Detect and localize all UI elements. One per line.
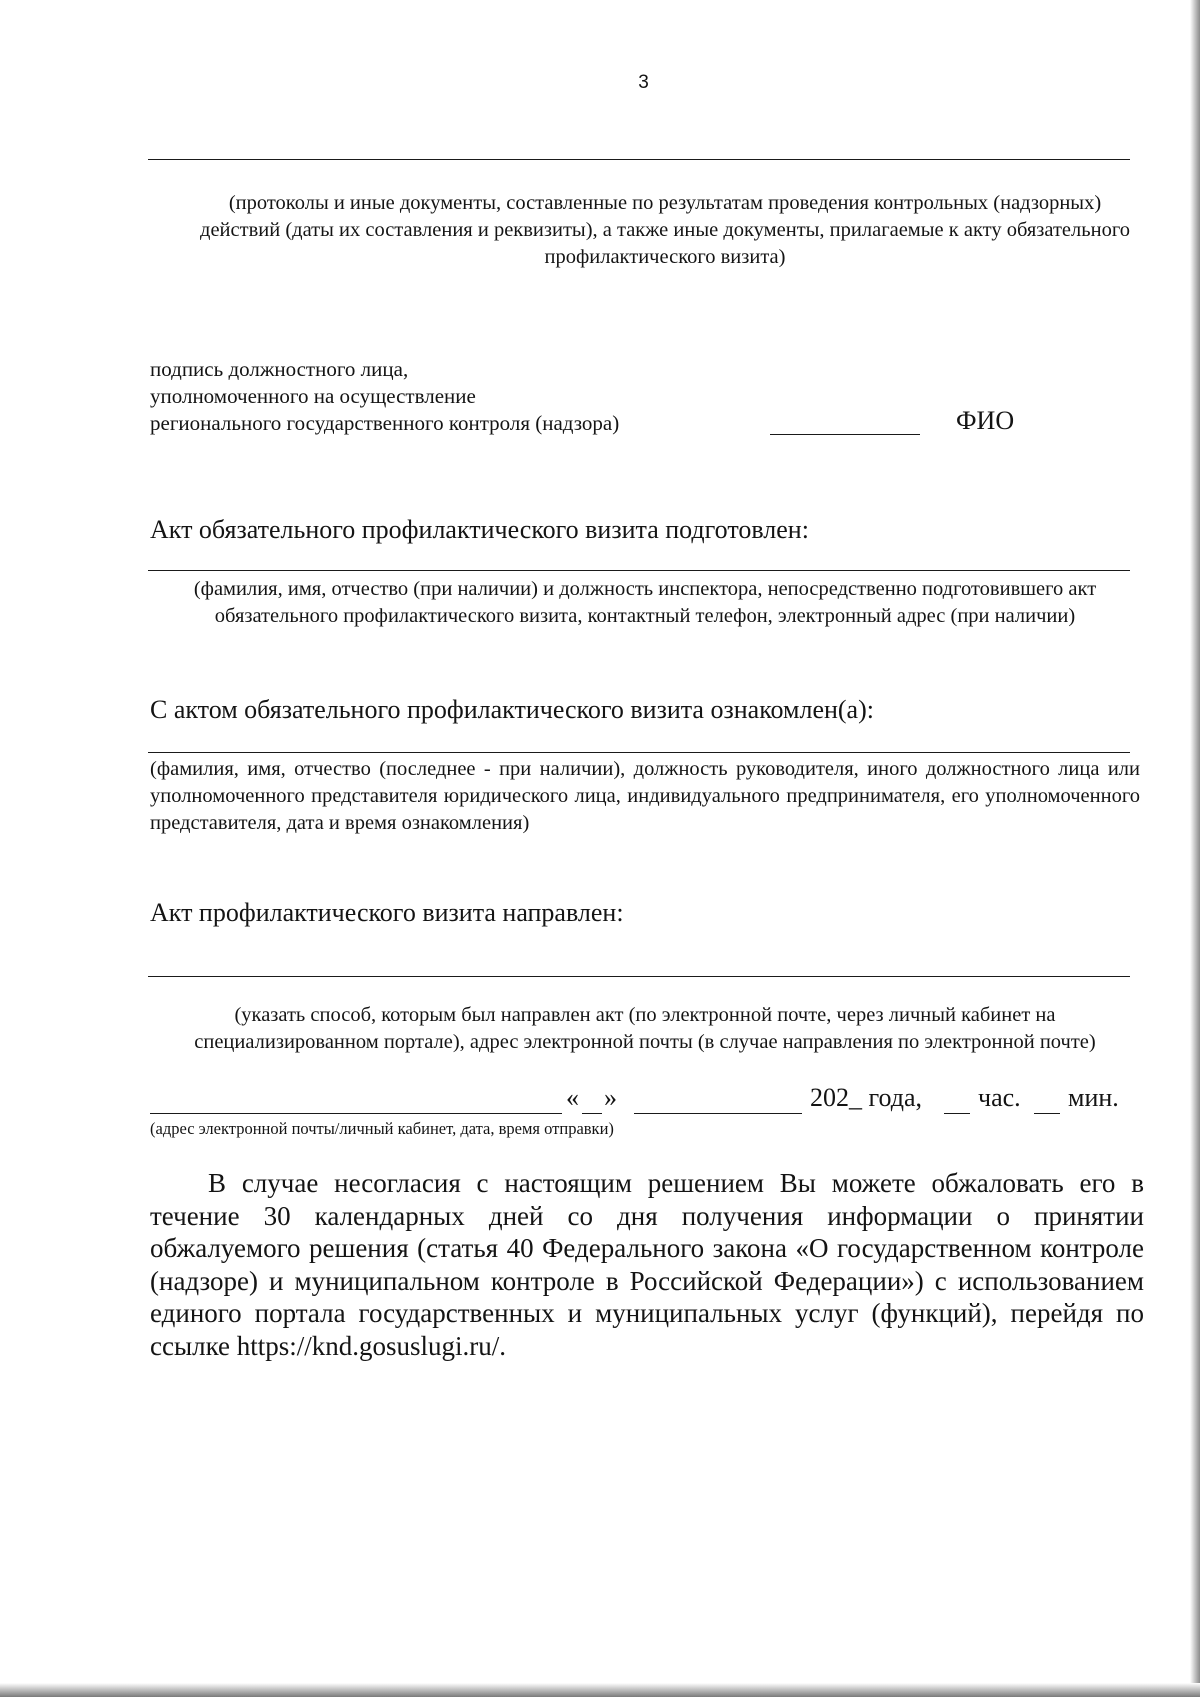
page-number: 3 [638, 72, 649, 93]
sent-heading: Акт профилактического визита направлен: [150, 898, 624, 927]
acquainted-fill-line [148, 752, 1130, 753]
day-fill-line [582, 1113, 602, 1114]
appeal-paragraph: В случае несогласия с настоящим решением Вы можете обжаловать его в течение 30 календарных дней со дня получения информации о принятии обжалуемого решения (статья 40 Федерального закона «О государственном контроле (надзоре) и муниципальном контроле в Российской Федерации») с использованием единого портала государственных и муниципальных услуг (функций), перейдя по ссылке https://knd.gosuslugi.ru/. [150, 1168, 1144, 1361]
signature-label-line-3: регионального государственного контроля (надзора) [150, 411, 620, 435]
send-caption: (адрес электронной почты/личный кабинет, дата, время отправки) [150, 1119, 614, 1138]
sent-note: (указать способ, которым был направлен акт (по электронной почте, через личный кабинет на специализированном портале), адрес электронной почты (в случае направления по электронной почте) [194, 1004, 1096, 1053]
year-text: 202_ года, [810, 1083, 923, 1112]
acquainted-heading: С актом обязательного профилактического визита ознакомлен(а): [150, 695, 874, 724]
prepared-heading: Акт обязательного профилактического визита подготовлен: [150, 515, 809, 544]
prepared-fill-line [148, 570, 1130, 571]
minute-text: мин. [1068, 1083, 1119, 1112]
fio-placeholder: ФИО [956, 406, 1015, 435]
signature-label [150, 356, 619, 437]
address-fill-line [150, 1113, 562, 1114]
sent-fill-line [148, 976, 1130, 977]
hour-text: час. [978, 1083, 1021, 1112]
open-quote: « [566, 1083, 579, 1112]
signature-label-line-2: уполномоченного на осуществление [150, 384, 476, 408]
hour-fill-line [944, 1113, 970, 1114]
month-fill-line [634, 1113, 802, 1114]
signature-label-line-1: подпись должностного лица, [150, 357, 409, 381]
acquainted-note: (фамилия, имя, отчество (последнее - при наличии), должность руководителя, иного должностного лица или уполномоченного представителя юридического лица, индивидуального предпринимателя, его уполномоченного представителя, дата и время ознакомления) [150, 758, 1140, 834]
scan-edge-right [1190, 0, 1200, 1697]
scan-edge-bottom [0, 1683, 1200, 1697]
documents-fill-line [148, 159, 1130, 160]
documents-note: (протоколы и иные документы, составленные по результатам проведения контрольных (надзорных) действий (даты их составления и реквизиты), а также иные документы, прилагаемые к акту обязательного профилактического визита) [200, 192, 1130, 268]
signature-line [770, 434, 920, 435]
send-details-row [150, 1083, 1122, 1115]
close-quote: » [604, 1083, 617, 1112]
prepared-note: (фамилия, имя, отчество (при наличии) и должность инспектора, непосредственно подготовившего акт обязательного профилактического визита, контактный телефон, электронный адрес (при наличии) [193, 578, 1097, 627]
minute-fill-line [1034, 1113, 1060, 1114]
